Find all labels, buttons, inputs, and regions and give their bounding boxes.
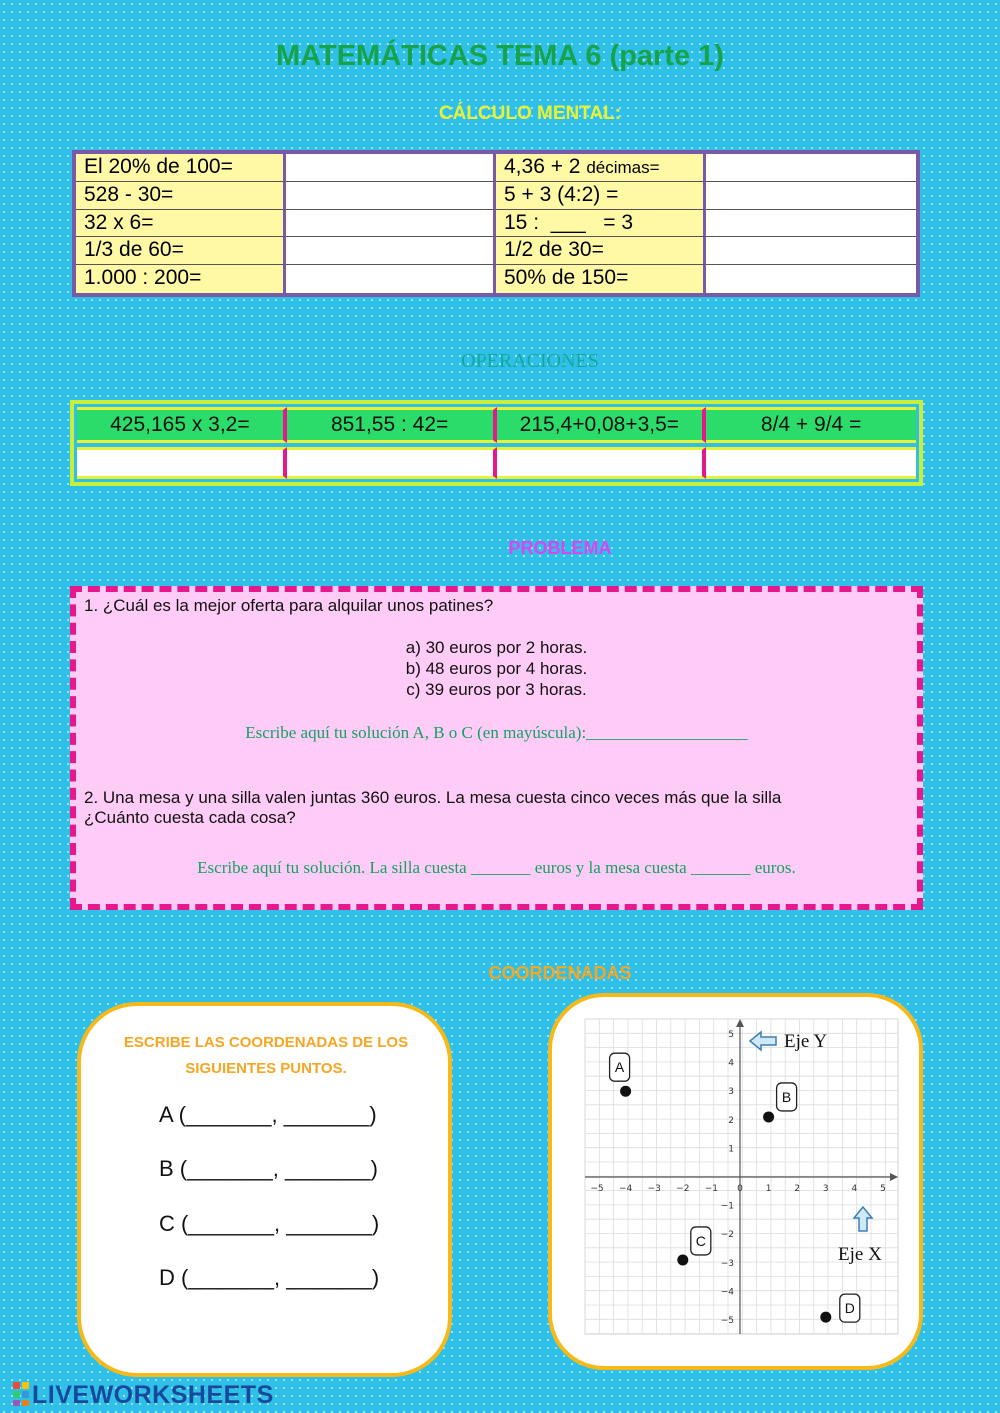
operation-label: 215,4+0,08+3,5= — [497, 407, 707, 443]
calc-answer-field[interactable] — [286, 210, 496, 238]
x-tick-label: 1 — [765, 1184, 772, 1194]
point-b — [763, 1111, 774, 1122]
coord-line-a[interactable]: A (_______, _______) — [159, 1102, 377, 1127]
y-tick-label: 4 — [728, 1058, 734, 1069]
ops-section-title: OPERACIONES — [461, 350, 599, 372]
x-tick-label: −4 — [618, 1184, 633, 1194]
problem-box — [70, 586, 923, 910]
operation-label: 851,55 : 42= — [287, 407, 497, 443]
logo — [12, 1381, 274, 1410]
calc-question: 15 : ___ = 3 — [496, 210, 706, 238]
problem-option: a) 30 euros por 2 horas. — [405, 638, 588, 657]
calc-answer-field[interactable] — [286, 237, 496, 265]
calc-answer-field[interactable] — [706, 210, 916, 238]
y-tick-label: −2 — [720, 1230, 734, 1241]
point-c — [677, 1254, 688, 1265]
coordinate-plane — [552, 997, 919, 1366]
x-tick-label: 4 — [851, 1184, 858, 1194]
calc-question: 50% de 150= — [496, 265, 706, 293]
calc-answer-field[interactable] — [286, 182, 496, 210]
operation-label: 8/4 + 9/4 = — [706, 407, 916, 443]
point-label-c: C — [695, 1232, 706, 1249]
calc-answer-field[interactable] — [286, 154, 496, 182]
calc-question: 32 x 6= — [76, 210, 286, 238]
y-tick-label: 2 — [728, 1115, 734, 1126]
operation-label: 425,165 x 3,2= — [77, 407, 287, 443]
x-tick-label: −3 — [647, 1184, 661, 1194]
y-tick-label: 5 — [728, 1030, 734, 1040]
point-d — [820, 1312, 831, 1323]
problem-2-answer-prompt[interactable]: Escribe aquí tu solución. La silla cuesta _______ euros y la mesa cuesta _______ euros. — [197, 858, 796, 877]
page-title: MATEMÁTICAS TEMA 6 (parte 1) — [276, 40, 724, 72]
calc-answer-field[interactable] — [706, 237, 916, 265]
problem-2-question-line2: ¿Cuánto cuesta cada cosa? — [84, 808, 296, 827]
coord-instruction-line: ESCRIBE LAS COORDENADAS DE LOS — [123, 1034, 409, 1051]
problem-option: b) 48 euros por 4 horas. — [405, 659, 588, 678]
logo-mark-icon — [12, 1381, 30, 1407]
x-tick-label: −2 — [676, 1184, 690, 1194]
y-axis-label: Eje Y — [784, 1031, 828, 1052]
calc-question: 528 - 30= — [76, 182, 286, 210]
calc-answer-field[interactable] — [706, 182, 916, 210]
calc-answer-field[interactable] — [286, 265, 496, 293]
calc-question: 4,36 + 2 décimas= — [496, 154, 706, 182]
point-label-b: B — [781, 1088, 792, 1105]
problem-section-title: PROBLEMA — [508, 538, 612, 558]
x-tick-label: 3 — [822, 1184, 829, 1194]
logo-text: LIVEWORKSHEETS — [32, 1381, 274, 1409]
coord-instruction-line: SIGUIENTES PUNTOS. — [185, 1060, 347, 1077]
problem-option: c) 39 euros por 3 horas. — [406, 680, 587, 699]
y-tick-label: −5 — [720, 1316, 734, 1326]
point-label-a: A — [614, 1059, 625, 1076]
x-tick-label: −1 — [704, 1184, 719, 1194]
y-tick-label: −1 — [720, 1201, 734, 1212]
calc-answer-field[interactable] — [706, 154, 916, 182]
x-tick-label: 0 — [737, 1184, 743, 1194]
y-tick-label: 3 — [728, 1087, 734, 1098]
problem-2-question: 2. Una mesa y una silla valen juntas 360 euros. La mesa cuesta cinco veces más que la silla — [84, 788, 782, 807]
coordinate-plane-box — [548, 993, 923, 1370]
calc-question: 5 + 3 (4:2) = — [496, 182, 706, 210]
coord-line-d[interactable]: D (_______, _______) — [159, 1265, 380, 1290]
operation-answer-field[interactable] — [706, 447, 916, 479]
problem-1-answer-prompt[interactable]: Escribe aquí tu solución A, B o C (en mayúscula):___________________ — [245, 723, 748, 742]
operation-answer-field[interactable] — [497, 447, 707, 479]
x-tick-label: 5 — [880, 1184, 886, 1194]
problem-1-question: 1. ¿Cuál es la mejor oferta para alquilar unos patines? — [84, 596, 494, 615]
y-tick-label: 1 — [728, 1144, 734, 1155]
y-tick-label: −4 — [720, 1287, 734, 1298]
x-tick-label: −5 — [590, 1184, 604, 1194]
point-label-d: D — [844, 1300, 855, 1317]
y-tick-label: −3 — [720, 1258, 734, 1269]
operations-table — [70, 400, 923, 486]
point-a — [620, 1086, 631, 1097]
coordinates-answer-box — [77, 1002, 452, 1377]
calc-question: 1.000 : 200= — [76, 265, 286, 293]
operation-answer-field[interactable] — [77, 447, 287, 479]
coord-line-c[interactable]: C (_______, _______) — [159, 1211, 380, 1236]
x-axis-label: Eje X — [838, 1244, 882, 1265]
mental-calc-table — [72, 150, 920, 297]
calc-question: El 20% de 100= — [76, 154, 286, 182]
x-tick-label: 2 — [794, 1184, 801, 1194]
calc-answer-field[interactable] — [706, 265, 916, 293]
coord-line-b[interactable]: B (_______, _______) — [159, 1156, 378, 1181]
coord-section-title: COORDENADAS — [488, 963, 632, 983]
operation-answer-field[interactable] — [287, 447, 497, 479]
calc-question: 1/3 de 60= — [76, 237, 286, 265]
calc-section-title: CÁLCULO MENTAL: — [438, 103, 622, 124]
calc-question: 1/2 de 30= — [496, 237, 706, 265]
coord-instruction — [101, 1030, 431, 1082]
